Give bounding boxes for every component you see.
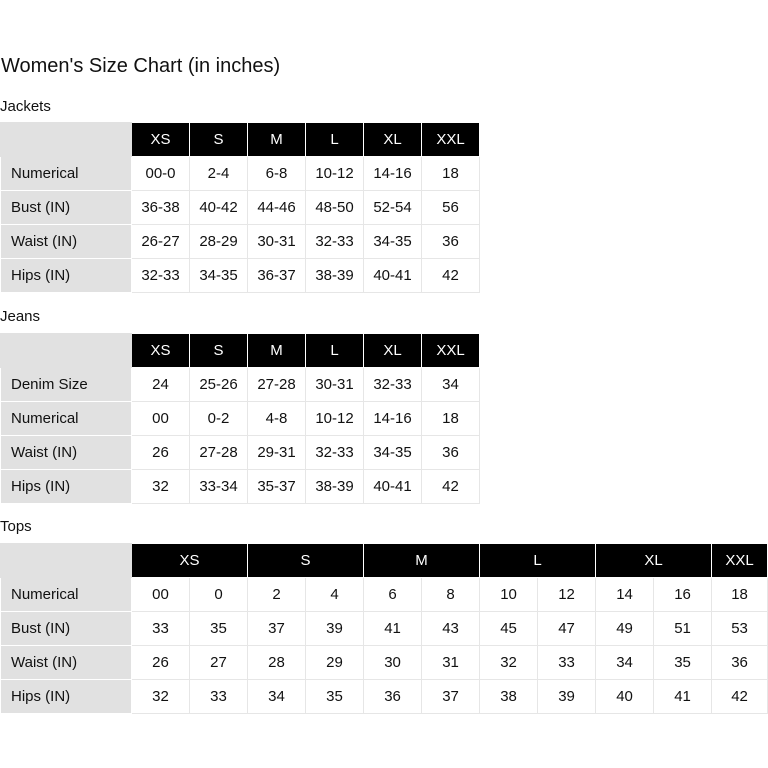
- table-cell: 32-33: [306, 225, 364, 259]
- table-row: [1, 612, 768, 646]
- table-cell: 10-12: [306, 402, 364, 436]
- table-cell: 33: [190, 680, 248, 714]
- table-cell: 14: [596, 578, 654, 612]
- table-row: [1, 368, 480, 402]
- table-cell: 34-35: [364, 436, 422, 470]
- table-cell: 00-0: [132, 157, 190, 191]
- table-cell: 36: [364, 680, 422, 714]
- size-header-xl: XL: [364, 123, 422, 157]
- table-cell: 28-29: [190, 225, 248, 259]
- table-cell: 26-27: [132, 225, 190, 259]
- table-cell: 49: [596, 612, 654, 646]
- table-cell: 12: [538, 578, 596, 612]
- table-cell: 0-2: [190, 402, 248, 436]
- table-cell: 38-39: [306, 259, 364, 293]
- size-header-m: M: [248, 334, 306, 368]
- table-cell: 6-8: [248, 157, 306, 191]
- table-cell: 18: [422, 157, 480, 191]
- table-cell: 47: [538, 612, 596, 646]
- table-cell: 27: [190, 646, 248, 680]
- table-cell: 10: [480, 578, 538, 612]
- table-cell: 34-35: [190, 259, 248, 293]
- size-header-l: L: [306, 334, 364, 368]
- size-header-row: [1, 334, 480, 368]
- section-title-tops: Tops: [0, 518, 32, 535]
- table-cell: 26: [132, 646, 190, 680]
- table-cell: 34: [248, 680, 306, 714]
- table-cell: 32: [480, 646, 538, 680]
- row-label: Waist (IN): [1, 436, 132, 470]
- table-cell: 14-16: [364, 157, 422, 191]
- size-header-l: L: [306, 123, 364, 157]
- table-cell: 40: [596, 680, 654, 714]
- table-cell: 35: [306, 680, 364, 714]
- size-header-xl: XL: [596, 544, 712, 578]
- size-header-s: S: [190, 123, 248, 157]
- table-cell: 39: [538, 680, 596, 714]
- size-header-xxl: XXL: [422, 123, 480, 157]
- table-cell: 34: [422, 368, 480, 402]
- table-row: [1, 470, 480, 504]
- table-cell: 34-35: [364, 225, 422, 259]
- table-cell: 33-34: [190, 470, 248, 504]
- table-cell: 42: [422, 259, 480, 293]
- page-title: Women's Size Chart (in inches): [1, 55, 281, 77]
- table-row: [1, 225, 480, 259]
- size-header-l: L: [480, 544, 596, 578]
- table-cell: 39: [306, 612, 364, 646]
- table-row: [1, 402, 480, 436]
- table-cell: 32: [132, 470, 190, 504]
- table-cell: 41: [364, 612, 422, 646]
- row-label: Bust (IN): [1, 612, 132, 646]
- size-header-row: [1, 544, 768, 578]
- size-header-s: S: [248, 544, 364, 578]
- header-corner-cell: [1, 544, 132, 578]
- table-cell: 32-33: [132, 259, 190, 293]
- table-cell: 37: [248, 612, 306, 646]
- table-cell: 51: [654, 612, 712, 646]
- table-cell: 29: [306, 646, 364, 680]
- jackets-size-table: [0, 122, 480, 293]
- table-cell: 34: [596, 646, 654, 680]
- table-row: [1, 191, 480, 225]
- section-title-jackets: Jackets: [0, 98, 51, 115]
- row-label: Hips (IN): [1, 259, 132, 293]
- table-cell: 56: [422, 191, 480, 225]
- table-cell: 32: [132, 680, 190, 714]
- row-label: Denim Size: [1, 368, 132, 402]
- row-label: Numerical: [1, 402, 132, 436]
- table-cell: 26: [132, 436, 190, 470]
- row-label: Hips (IN): [1, 470, 132, 504]
- table-cell: 41: [654, 680, 712, 714]
- header-corner-cell: [1, 123, 132, 157]
- size-header-row: [1, 123, 480, 157]
- table-cell: 45: [480, 612, 538, 646]
- table-cell: 35: [654, 646, 712, 680]
- table-cell: 00: [132, 578, 190, 612]
- table-cell: 36: [712, 646, 768, 680]
- row-label: Waist (IN): [1, 225, 132, 259]
- size-header-xs: XS: [132, 123, 190, 157]
- table-cell: 33: [538, 646, 596, 680]
- size-header-xxl: XXL: [712, 544, 768, 578]
- table-cell: 2: [248, 578, 306, 612]
- size-header-xl: XL: [364, 334, 422, 368]
- size-header-s: S: [190, 334, 248, 368]
- size-header-m: M: [364, 544, 480, 578]
- row-label: Bust (IN): [1, 191, 132, 225]
- table-cell: 53: [712, 612, 768, 646]
- table-cell: 36-38: [132, 191, 190, 225]
- table-cell: 36: [422, 225, 480, 259]
- table-cell: 42: [422, 470, 480, 504]
- row-label: Numerical: [1, 578, 132, 612]
- table-cell: 40-41: [364, 470, 422, 504]
- table-cell: 30-31: [248, 225, 306, 259]
- table-cell: 38: [480, 680, 538, 714]
- table-cell: 38-39: [306, 470, 364, 504]
- table-cell: 43: [422, 612, 480, 646]
- table-cell: 18: [712, 578, 768, 612]
- size-header-xxl: XXL: [422, 334, 480, 368]
- table-cell: 37: [422, 680, 480, 714]
- table-cell: 16: [654, 578, 712, 612]
- section-title-jeans: Jeans: [0, 308, 41, 325]
- table-cell: 30-31: [306, 368, 364, 402]
- table-cell: 6: [364, 578, 422, 612]
- table-cell: 36: [422, 436, 480, 470]
- table-cell: 31: [422, 646, 480, 680]
- table-cell: 40-41: [364, 259, 422, 293]
- table-cell: 10-12: [306, 157, 364, 191]
- table-cell: 42: [712, 680, 768, 714]
- table-cell: 27-28: [190, 436, 248, 470]
- table-cell: 00: [132, 402, 190, 436]
- table-row: [1, 157, 480, 191]
- size-header-m: M: [248, 123, 306, 157]
- table-cell: 8: [422, 578, 480, 612]
- row-label: Waist (IN): [1, 646, 132, 680]
- table-cell: 32-33: [364, 368, 422, 402]
- table-cell: 32-33: [306, 436, 364, 470]
- table-row: [1, 259, 480, 293]
- table-cell: 36-37: [248, 259, 306, 293]
- table-cell: 52-54: [364, 191, 422, 225]
- tops-size-table: [0, 543, 768, 714]
- table-cell: 28: [248, 646, 306, 680]
- jeans-size-table: [0, 333, 480, 504]
- table-cell: 0: [190, 578, 248, 612]
- table-cell: 29-31: [248, 436, 306, 470]
- table-cell: 4: [306, 578, 364, 612]
- header-corner-cell: [1, 334, 132, 368]
- table-cell: 44-46: [248, 191, 306, 225]
- row-label: Hips (IN): [1, 680, 132, 714]
- size-header-xs: XS: [132, 544, 248, 578]
- table-cell: 48-50: [306, 191, 364, 225]
- table-cell: 25-26: [190, 368, 248, 402]
- table-cell: 27-28: [248, 368, 306, 402]
- table-row: [1, 646, 768, 680]
- table-row: [1, 578, 768, 612]
- table-row: [1, 436, 480, 470]
- table-cell: 4-8: [248, 402, 306, 436]
- table-cell: 30: [364, 646, 422, 680]
- table-cell: 18: [422, 402, 480, 436]
- table-cell: 33: [132, 612, 190, 646]
- table-cell: 14-16: [364, 402, 422, 436]
- table-cell: 35-37: [248, 470, 306, 504]
- table-cell: 2-4: [190, 157, 248, 191]
- table-cell: 24: [132, 368, 190, 402]
- table-cell: 40-42: [190, 191, 248, 225]
- row-label: Numerical: [1, 157, 132, 191]
- table-row: [1, 680, 768, 714]
- table-cell: 35: [190, 612, 248, 646]
- size-header-xs: XS: [132, 334, 190, 368]
